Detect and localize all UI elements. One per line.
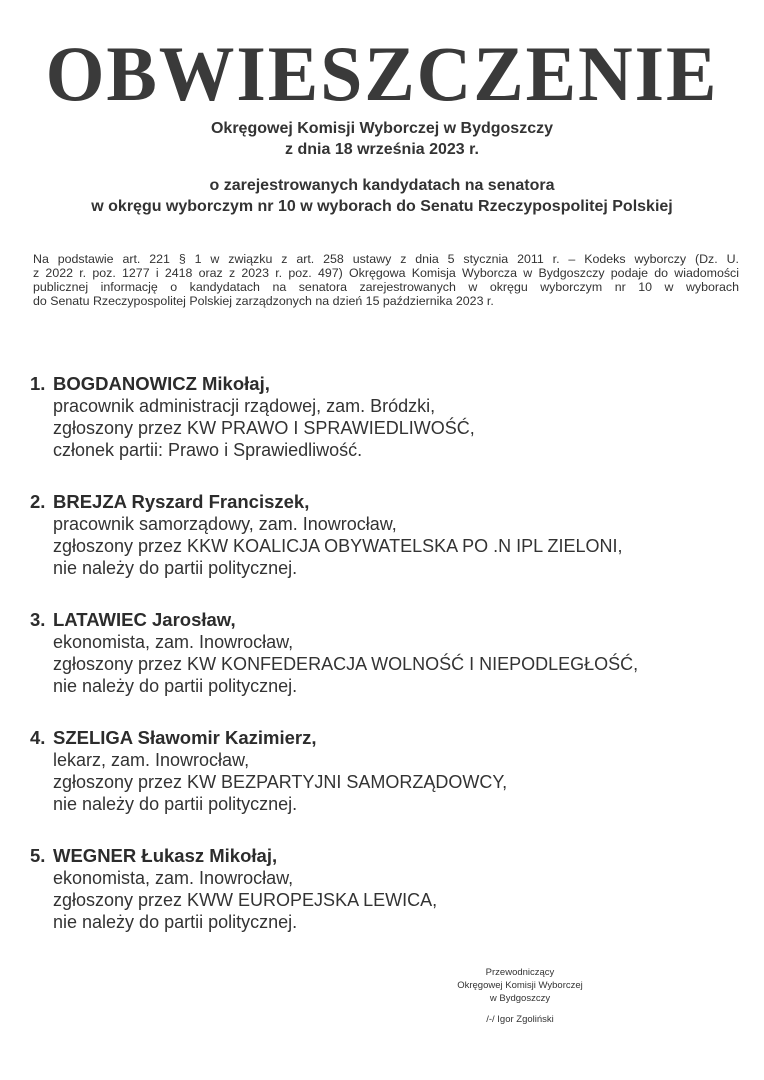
candidate-number: 2. bbox=[30, 491, 46, 512]
intro-paragraph bbox=[33, 252, 739, 308]
candidate-item bbox=[30, 491, 740, 609]
candidate-nominated-by: zgłoszony przez KW PRAWO I SPRAWIEDLIWOŚĆ, bbox=[53, 418, 475, 438]
candidate-occupation: ekonomista, zam. Inowrocław, bbox=[53, 632, 294, 652]
candidate-occupation: ekonomista, zam. Inowrocław, bbox=[53, 868, 294, 888]
candidate-nominated-by: zgłoszony przez KW BEZPARTYJNI SAMORZĄDOWCY, bbox=[53, 772, 508, 792]
candidate-number: 5. bbox=[30, 845, 46, 866]
candidate-item bbox=[30, 727, 740, 845]
candidate-occupation: pracownik samorządowy, zam. Inowrocław, bbox=[53, 514, 397, 534]
candidate-party: nie należy do partii politycznej. bbox=[53, 558, 298, 578]
issue-date: z dnia 18 września 2023 r. bbox=[285, 141, 479, 158]
candidate-party: nie należy do partii politycznej. bbox=[53, 794, 298, 814]
signature-block bbox=[450, 966, 590, 1026]
candidate-item bbox=[30, 609, 740, 727]
candidate-heading bbox=[30, 373, 740, 395]
candidate-heading bbox=[30, 727, 740, 749]
candidate-name: BREJZA Ryszard Franciszek, bbox=[53, 491, 310, 512]
candidate-number: 4. bbox=[30, 727, 46, 748]
signature-city: w Bydgoszczy bbox=[489, 993, 551, 1004]
candidate-number: 1. bbox=[30, 373, 46, 394]
candidate-name: LATAWIEC Jarosław, bbox=[53, 609, 236, 630]
candidate-nominated-by: zgłoszony przez KWW EUROPEJSKA LEWICA, bbox=[53, 890, 438, 910]
intro-line: do Senatu Rzeczypospolitej Polskiej zarządzonych na dzień 15 października 2023 r. bbox=[33, 294, 494, 308]
candidate-party: nie należy do partii politycznej. bbox=[53, 912, 298, 932]
candidate-nominated-by: zgłoszony przez KW KONFEDERACJA WOLNOŚĆ I NIEPODLEGŁOŚĆ, bbox=[53, 654, 639, 674]
intro-line: z 2022 r. poz. 1277 i 2418 oraz z 2023 r. poz. 497) Okręgowa Komisja Wyborcza w Bydgoszczy podaje do wiadomości bbox=[33, 266, 739, 280]
intro-line: publicznej informację o kandydatach na senatora zarejestrowanych w okręgu wyborczym nr 10 w wyborach bbox=[33, 280, 739, 294]
signature-name: /-/ Igor Zgoliński bbox=[486, 1014, 554, 1025]
candidate-number: 3. bbox=[30, 609, 46, 630]
intro-line: Na podstawie art. 221 § 1 w związku z art. 258 ustawy z dnia 5 stycznia 2011 r. – Kodeks wyborczy (Dz. U. bbox=[33, 252, 739, 266]
issuing-body: Okręgowej Komisji Wyborczej w Bydgoszczy bbox=[210, 120, 553, 137]
candidate-item bbox=[30, 373, 740, 491]
subject-line-1: o zarejestrowanych kandydatach na senatora bbox=[209, 177, 555, 194]
candidate-heading bbox=[30, 845, 740, 867]
signature-body: Okręgowej Komisji Wyborczej bbox=[457, 980, 583, 991]
candidate-nominated-by: zgłoszony przez KKW KOALICJA OBYWATELSKA PO .N IPL ZIELONI, bbox=[53, 536, 623, 556]
candidate-heading bbox=[30, 609, 740, 631]
subject-line-2: w okręgu wyborczym nr 10 w wyborach do Senatu Rzeczypospolitej Polskiej bbox=[91, 198, 673, 215]
candidate-party: członek partii: Prawo i Sprawiedliwość. bbox=[53, 440, 363, 460]
candidate-heading bbox=[30, 491, 740, 513]
candidate-item bbox=[30, 845, 740, 963]
candidate-name: WEGNER Łukasz Mikołaj, bbox=[53, 845, 278, 866]
candidate-occupation: lekarz, zam. Inowrocław, bbox=[53, 750, 250, 770]
candidate-occupation: pracownik administracji rządowej, zam. Bródzki, bbox=[53, 396, 436, 416]
candidate-name: BOGDANOWICZ Mikołaj, bbox=[53, 373, 270, 394]
candidate-party: nie należy do partii politycznej. bbox=[53, 676, 298, 696]
page-title: OBWIESZCZENIE bbox=[45, 30, 719, 117]
candidate-name: SZELIGA Sławomir Kazimierz, bbox=[53, 727, 317, 748]
signature-role: Przewodniczący bbox=[485, 967, 555, 978]
candidate-list bbox=[30, 373, 740, 963]
